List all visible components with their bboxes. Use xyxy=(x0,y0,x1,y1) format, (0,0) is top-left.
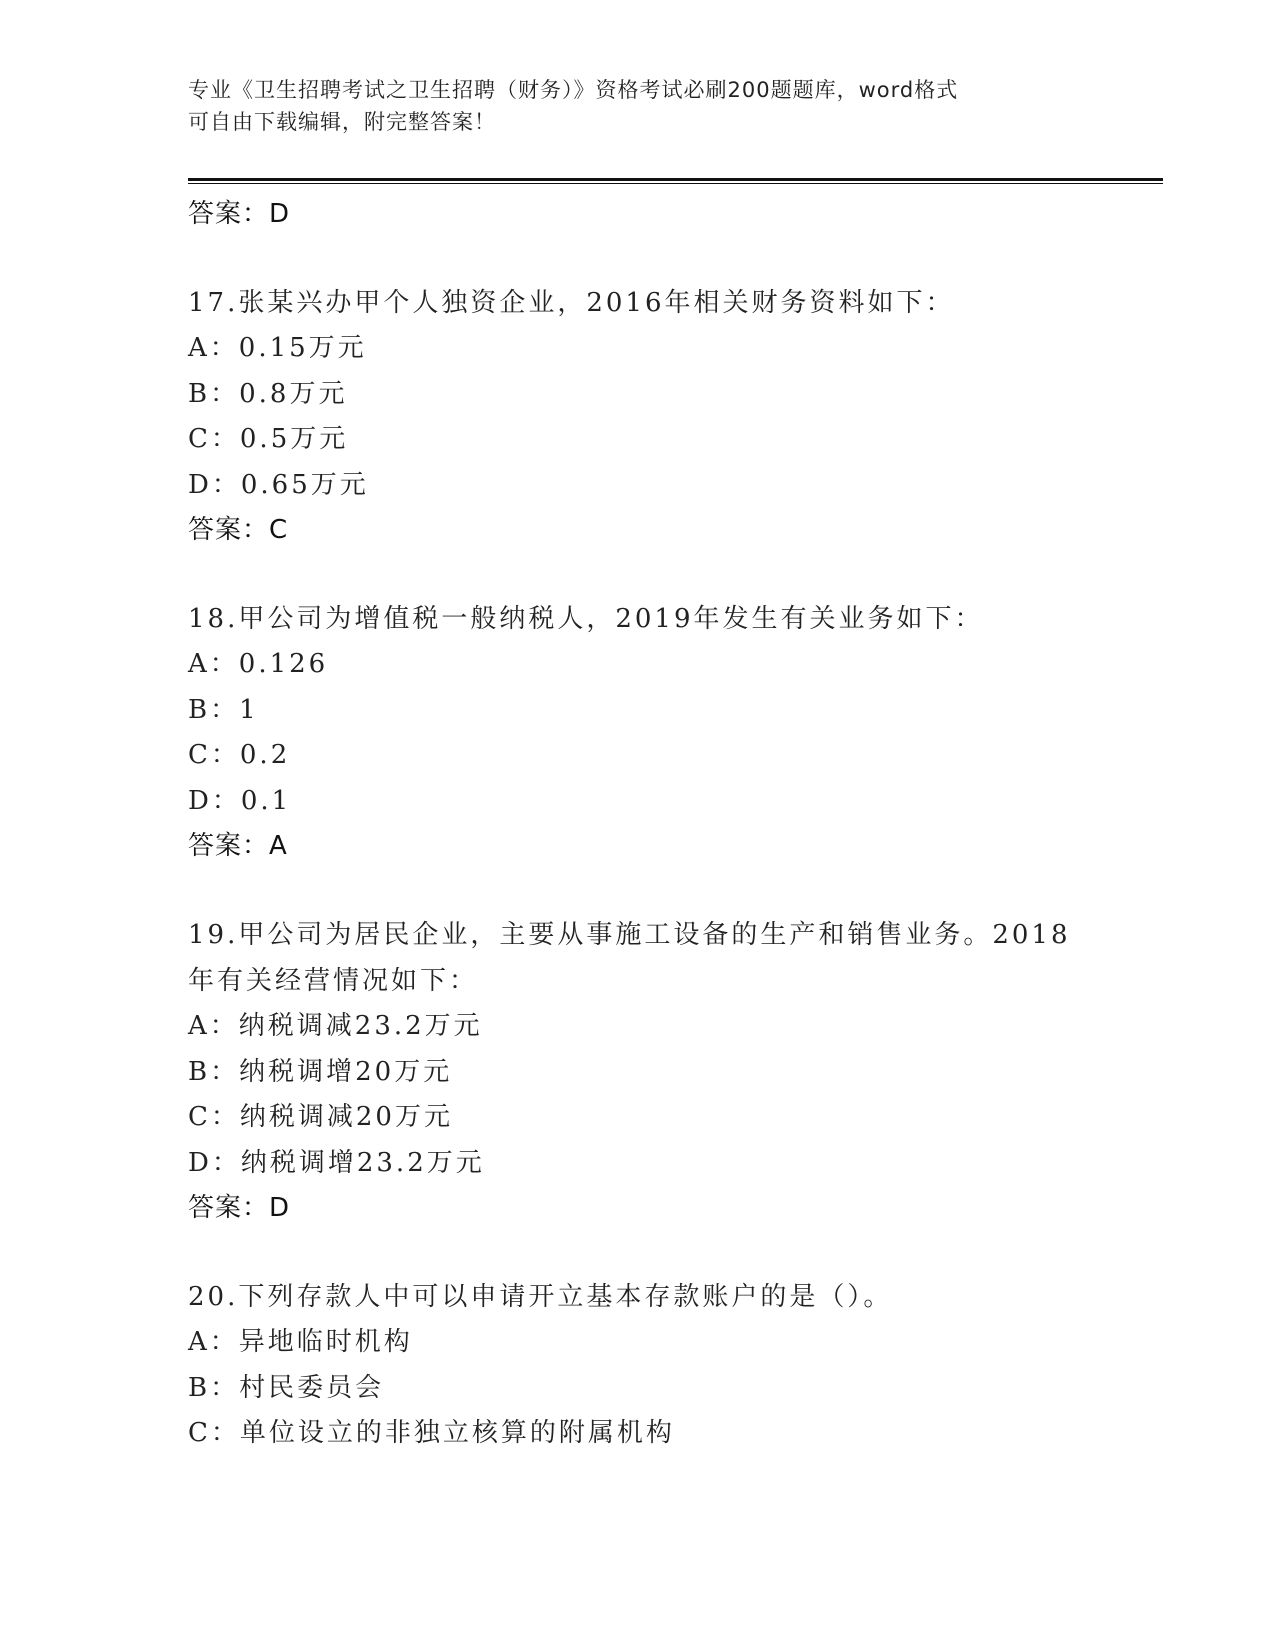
option-c: C：纳税调减20万元 xyxy=(188,1102,453,1132)
header-line-1: 专业《卫生招聘考试之卫生招聘（财务）》资格考试必刷200题题库，word格式 xyxy=(188,78,959,102)
question-20 xyxy=(188,1274,1163,1457)
question-answer: 答案：A xyxy=(188,831,288,861)
option-c: C：0.5万元 xyxy=(188,424,349,454)
header-divider-thin xyxy=(188,183,1163,184)
question-answer: 答案：C xyxy=(188,515,289,545)
option-d: D：纳税调增23.2万元 xyxy=(188,1147,485,1178)
question-stem: 20.下列存款人中可以申请开立基本存款账户的是（）。 xyxy=(188,1282,893,1312)
question-stem: 17.张某兴办甲个人独资企业，2016年相关财务资料如下： xyxy=(188,288,955,318)
option-a: A：异地临时机构 xyxy=(188,1327,413,1357)
question-answer: 答案：D xyxy=(188,1193,291,1223)
option-d: D：0.65万元 xyxy=(188,469,369,500)
option-c: C：0.2 xyxy=(188,740,291,770)
option-b: B：纳税调增20万元 xyxy=(188,1056,453,1087)
option-a: A：0.15万元 xyxy=(188,333,367,363)
option-d: D：0.1 xyxy=(188,785,292,816)
option-b: B：村民委员会 xyxy=(188,1372,385,1403)
option-c: C：单位设立的非独立核算的附属机构 xyxy=(188,1418,675,1448)
question-17 xyxy=(188,280,1163,552)
header-line-2: 可自由下载编辑，附完整答案！ xyxy=(188,110,496,134)
question-18 xyxy=(188,596,1163,868)
option-a: A：0.126 xyxy=(188,649,329,679)
document-header xyxy=(188,74,1088,138)
question-stem: 19.甲公司为居民企业，主要从事施工设备的生产和销售业务。2018年有关经营情况如下： xyxy=(188,920,1071,996)
document-page xyxy=(188,70,1163,1457)
option-b: B：0.8万元 xyxy=(188,378,348,409)
question-19 xyxy=(188,912,1163,1230)
question-stem: 18.甲公司为增值税一般纳税人，2019年发生有关业务如下： xyxy=(188,604,984,634)
option-b: B：1 xyxy=(188,694,259,725)
option-a: A：纳税调减23.2万元 xyxy=(188,1011,483,1041)
header-divider-thick xyxy=(188,178,1163,181)
previous-answer: 答案：D xyxy=(188,199,291,229)
